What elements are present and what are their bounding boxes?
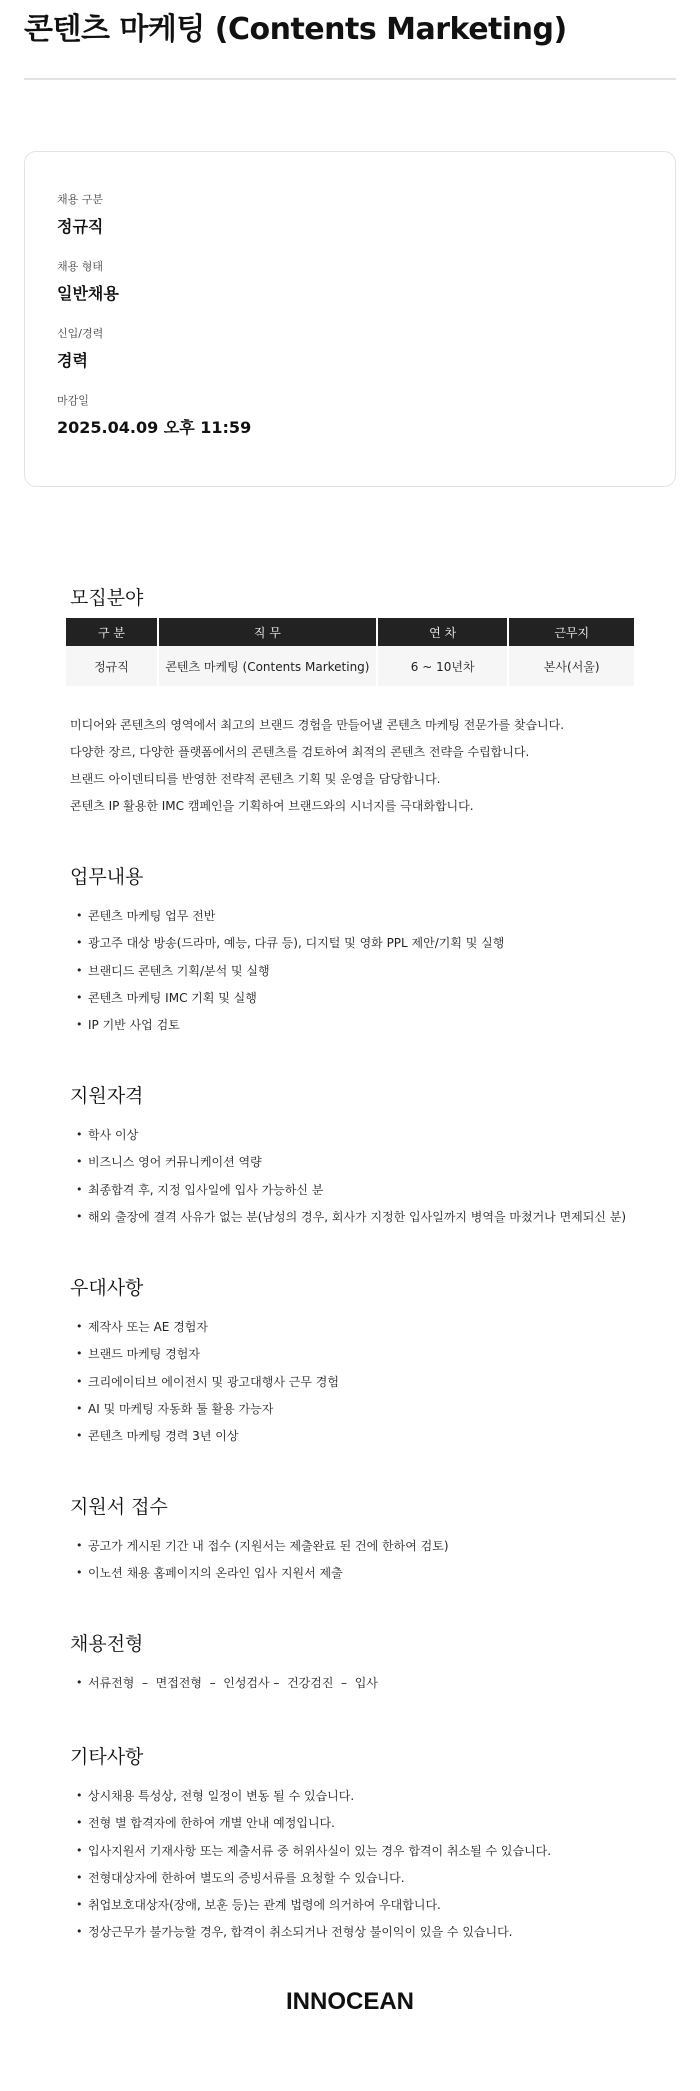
list-item: • 최종합격 후, 지정 입사일에 입사 가능하신 분 — [74, 1182, 626, 1209]
list-item: • 크리에이티브 에이전시 및 광고대행사 근무 경험 — [74, 1374, 339, 1401]
info-deadline — [57, 393, 643, 439]
preferred-list — [74, 1319, 339, 1455]
table-cell: 6 ~ 10년차 — [378, 646, 507, 686]
innocean-logo: INNOCEAN — [285, 1988, 414, 2015]
info-label: 채용 구분 — [57, 193, 104, 206]
list-item: • 공고가 게시된 기간 내 접수 (지원서는 제출완료 된 건에 한하여 검토) — [74, 1538, 449, 1565]
section-title-process: 채용전형 — [70, 1633, 144, 1655]
section-title-recruit-field: 모집분야 — [70, 587, 144, 609]
table-cell: 본사(서울) — [509, 646, 634, 686]
list-item: • 취업보호대상자(장애, 보훈 등)는 관계 법령에 의거하여 우대합니다. — [74, 1897, 551, 1924]
list-item: • 콘텐츠 마케팅 업무 전반 — [74, 908, 504, 935]
info-value: 일반채용 — [57, 284, 119, 303]
list-item: • IP 기반 사업 검토 — [74, 1017, 504, 1044]
info-employment-category — [57, 192, 643, 238]
table-header-cell: 연 차 — [378, 618, 507, 646]
table-cell: 콘텐츠 마케팅 (Contents Marketing) — [159, 646, 376, 686]
info-label: 채용 형태 — [57, 260, 104, 273]
list-item: • 이노션 채용 홈페이지의 온라인 입사 지원서 제출 — [74, 1565, 449, 1592]
job-summary-card — [24, 151, 676, 487]
duties-list — [74, 908, 504, 1044]
list-item: • 전형대상자에 한하여 별도의 증빙서류를 요청할 수 있습니다. — [74, 1870, 551, 1897]
list-item: • 전형 별 합격자에 한하여 개별 안내 예정입니다. — [74, 1815, 551, 1842]
section-title-preferred: 우대사항 — [70, 1277, 144, 1299]
info-label: 신입/경력 — [57, 327, 104, 340]
info-value: 경력 — [57, 351, 88, 370]
list-item: • 상시채용 특성상, 전형 일정이 변동 될 수 있습니다. — [74, 1788, 551, 1815]
application-list — [74, 1538, 449, 1593]
table-cell: 정규직 — [66, 646, 157, 686]
list-item: • 광고주 대상 방송(드라마, 예능, 다큐 등), 디지털 및 영화 PPL 제안/기획 및 실행 — [74, 935, 504, 962]
table-header-cell: 직 무 — [159, 618, 376, 646]
info-employment-type — [57, 259, 643, 305]
section-title-application: 지원서 접수 — [70, 1496, 168, 1518]
info-value: 2025.04.09 오후 11:59 — [57, 418, 252, 437]
list-item: • 서류전형 – 면접전형 – 인성검사 – 건강검진 – 입사 — [74, 1675, 378, 1702]
section-title-etc: 기타사항 — [70, 1746, 144, 1768]
intro-paragraph: 브랜드 아이덴티티를 반영한 전략적 콘텐츠 기획 및 운영을 담당합니다. — [70, 772, 441, 786]
intro-paragraph: 미디어와 콘텐츠의 영역에서 최고의 브랜드 경험을 만들어낼 콘텐츠 마케팅 전문가를 찾습니다. — [70, 718, 565, 732]
list-item: • 제작사 또는 AE 경험자 — [74, 1319, 339, 1346]
table-header-cell: 구 분 — [66, 618, 157, 646]
intro-paragraph: 콘텐츠 IP 활용한 IMC 캠페인을 기획하여 브랜드와의 시너지를 극대화합니다. — [70, 799, 474, 813]
list-item: • AI 및 마케팅 자동화 툴 활용 가능자 — [74, 1401, 339, 1428]
title-divider — [24, 78, 676, 80]
list-item: • 비즈니스 영어 커뮤니케이션 역량 — [74, 1154, 626, 1181]
table-header-row — [66, 618, 634, 646]
list-item: • 입사지원서 기재사항 또는 제출서류 중 허위사실이 있는 경우 합격이 취소될 수 있습니다. — [74, 1843, 551, 1870]
qualifications-list — [74, 1127, 626, 1236]
section-title-duties: 업무내용 — [70, 866, 144, 888]
intro-paragraph: 다양한 장르, 다양한 플랫폼에서의 콘텐츠를 검토하여 최적의 콘텐츠 전략을 수립합니다. — [70, 745, 530, 759]
list-item: • 콘텐츠 마케팅 경력 3년 이상 — [74, 1428, 339, 1455]
info-value: 정규직 — [57, 217, 104, 236]
section-title-qualifications: 지원자격 — [70, 1085, 144, 1107]
list-item: • 콘텐츠 마케팅 IMC 기획 및 실행 — [74, 990, 504, 1017]
table-row — [66, 646, 634, 686]
table-header-cell: 근무지 — [509, 618, 634, 646]
list-item: • 브랜디드 콘텐츠 기획/분석 및 실행 — [74, 963, 504, 990]
process-list — [74, 1675, 378, 1702]
page-title: 콘텐츠 마케팅 (Contents Marketing) — [24, 12, 567, 47]
list-item: • 학사 이상 — [74, 1127, 626, 1154]
info-experience-level — [57, 326, 643, 372]
list-item: • 정상근무가 불가능할 경우, 합격이 취소되거나 전형상 불이익이 있을 수 있습니다. — [74, 1924, 551, 1951]
recruit-field-table — [64, 618, 636, 686]
info-label: 마감일 — [57, 394, 89, 407]
etc-list — [74, 1788, 551, 1952]
list-item: • 해외 출장에 결격 사유가 없는 분(남성의 경우, 회사가 지정한 입사일까지 병역을 마쳤거나 면제되신 분) — [74, 1209, 626, 1236]
list-item: • 브랜드 마케팅 경험자 — [74, 1346, 339, 1373]
